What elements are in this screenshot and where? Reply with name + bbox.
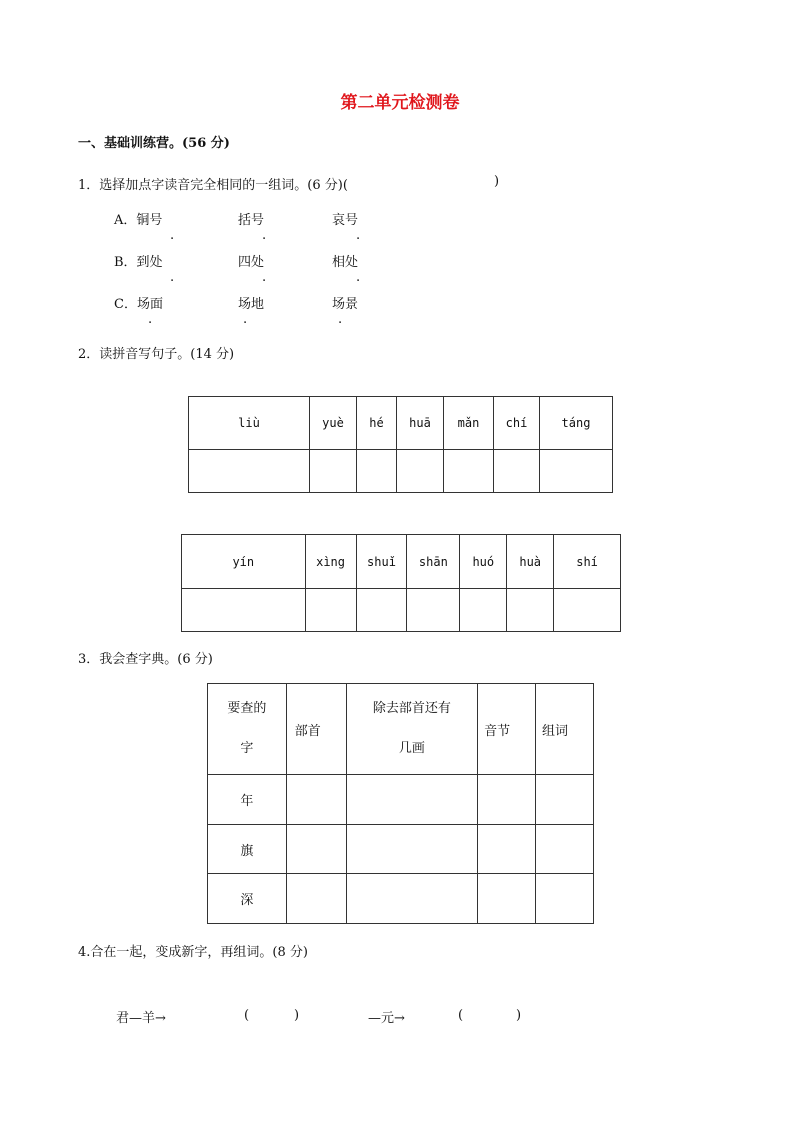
question-1-close-paren: ) bbox=[494, 174, 500, 189]
answer-cell[interactable] bbox=[478, 825, 536, 874]
option-c-word2: 场地 bbox=[238, 297, 265, 312]
pinyin-cell: shí bbox=[554, 535, 621, 589]
pinyin-cell: xìng bbox=[305, 535, 356, 589]
answer-cell[interactable] bbox=[286, 825, 346, 874]
writing-cell[interactable] bbox=[444, 450, 494, 493]
combine-item-1 bbox=[116, 1007, 166, 1026]
option-b-word3: 相处 bbox=[332, 255, 359, 270]
answer-cell[interactable] bbox=[536, 825, 594, 874]
question-1-text: 1．选择加点字读音完全相同的一组词。(6 分)( bbox=[78, 178, 348, 193]
lookup-char: 深 bbox=[208, 874, 287, 924]
pinyin-cell: huā bbox=[397, 397, 444, 450]
writing-cell[interactable] bbox=[507, 589, 554, 632]
emphasis-dot: . bbox=[356, 228, 361, 243]
header-strokes bbox=[346, 684, 477, 775]
writing-cell[interactable] bbox=[356, 589, 407, 632]
emphasis-dot: . bbox=[243, 312, 248, 327]
arrow-icon: → bbox=[155, 1011, 166, 1026]
writing-cell[interactable] bbox=[305, 589, 356, 632]
option-b-word2: 四处 bbox=[238, 255, 265, 270]
pinyin-cell: yín bbox=[182, 535, 306, 589]
lookup-char: 年 bbox=[208, 775, 287, 825]
pinyin-table-2 bbox=[181, 534, 621, 632]
page-title: 第二单元检测卷 bbox=[340, 93, 460, 113]
header-char-line1: 要查的 bbox=[227, 701, 267, 716]
option-a-word3: 哀号 bbox=[332, 213, 359, 228]
answer-cell[interactable] bbox=[286, 874, 346, 924]
combine-item-2 bbox=[368, 1007, 405, 1026]
answer-cell[interactable] bbox=[478, 874, 536, 924]
pinyin-cell: chí bbox=[494, 397, 540, 450]
answer-cell[interactable] bbox=[286, 775, 346, 825]
emphasis-dot: . bbox=[262, 228, 267, 243]
emphasis-dot: . bbox=[356, 270, 361, 285]
option-b-label: B．到处 bbox=[114, 255, 163, 270]
question-2-text: 2．读拼音写句子。(14 分) bbox=[78, 347, 235, 362]
answer-cell[interactable] bbox=[346, 874, 477, 924]
pinyin-cell: táng bbox=[540, 397, 613, 450]
option-c-word3: 场景 bbox=[332, 297, 359, 312]
option-a-word2: 括号 bbox=[238, 213, 265, 228]
combine-parts-2: —元 bbox=[368, 1011, 395, 1026]
pinyin-cell: liù bbox=[189, 397, 310, 450]
emphasis-dot: . bbox=[170, 270, 175, 285]
question-3-text: 3．我会查字典。(6 分) bbox=[78, 652, 213, 667]
answer-cell[interactable] bbox=[346, 775, 477, 825]
answer-cell[interactable] bbox=[536, 874, 594, 924]
writing-cell[interactable] bbox=[310, 450, 357, 493]
emphasis-dot: . bbox=[338, 312, 343, 327]
pinyin-cell: huà bbox=[507, 535, 554, 589]
writing-cell[interactable] bbox=[397, 450, 444, 493]
section-heading: 一、基础训练营。(56 分) bbox=[78, 136, 230, 151]
writing-cell[interactable] bbox=[460, 589, 507, 632]
emphasis-dot: . bbox=[148, 312, 153, 327]
writing-cell[interactable] bbox=[540, 450, 613, 493]
header-strokes-line2: 几画 bbox=[398, 741, 425, 756]
arrow-icon: → bbox=[394, 1011, 405, 1026]
pinyin-cell: hé bbox=[357, 397, 397, 450]
paren-open: ( bbox=[244, 1008, 250, 1023]
answer-cell[interactable] bbox=[536, 775, 594, 825]
emphasis-dot: . bbox=[170, 228, 175, 243]
pinyin-cell: shuǐ bbox=[356, 535, 407, 589]
option-c-label: C．场面 bbox=[114, 297, 163, 312]
paren-close: ) bbox=[294, 1008, 300, 1023]
emphasis-dot: . bbox=[262, 270, 267, 285]
writing-cell[interactable] bbox=[357, 450, 397, 493]
pinyin-cell: shān bbox=[407, 535, 460, 589]
answer-cell[interactable] bbox=[346, 825, 477, 874]
writing-cell[interactable] bbox=[182, 589, 306, 632]
pinyin-cell: huó bbox=[460, 535, 507, 589]
combine-parts-1: 君—羊 bbox=[116, 1011, 156, 1026]
writing-cell[interactable] bbox=[554, 589, 621, 632]
dictionary-table bbox=[207, 683, 594, 924]
header-words: 组词 bbox=[536, 684, 594, 775]
pinyin-table-1 bbox=[188, 396, 613, 493]
header-radical: 部首 bbox=[286, 684, 346, 775]
paren-open: ( bbox=[458, 1008, 464, 1023]
writing-cell[interactable] bbox=[407, 589, 460, 632]
header-char bbox=[208, 684, 287, 775]
lookup-char: 旗 bbox=[208, 825, 287, 874]
header-syllable: 音节 bbox=[478, 684, 536, 775]
paren-close: ) bbox=[516, 1008, 522, 1023]
question-4-text: 4.合在一起，变成新字，再组词。(8 分) bbox=[78, 945, 308, 960]
answer-cell[interactable] bbox=[478, 775, 536, 825]
header-strokes-line1: 除去部首还有 bbox=[372, 701, 451, 716]
writing-cell[interactable] bbox=[189, 450, 310, 493]
pinyin-cell: mǎn bbox=[444, 397, 494, 450]
option-a-label: A．铜号 bbox=[114, 213, 163, 228]
writing-cell[interactable] bbox=[494, 450, 540, 493]
header-char-line2: 字 bbox=[240, 741, 254, 756]
pinyin-cell: yuè bbox=[310, 397, 357, 450]
